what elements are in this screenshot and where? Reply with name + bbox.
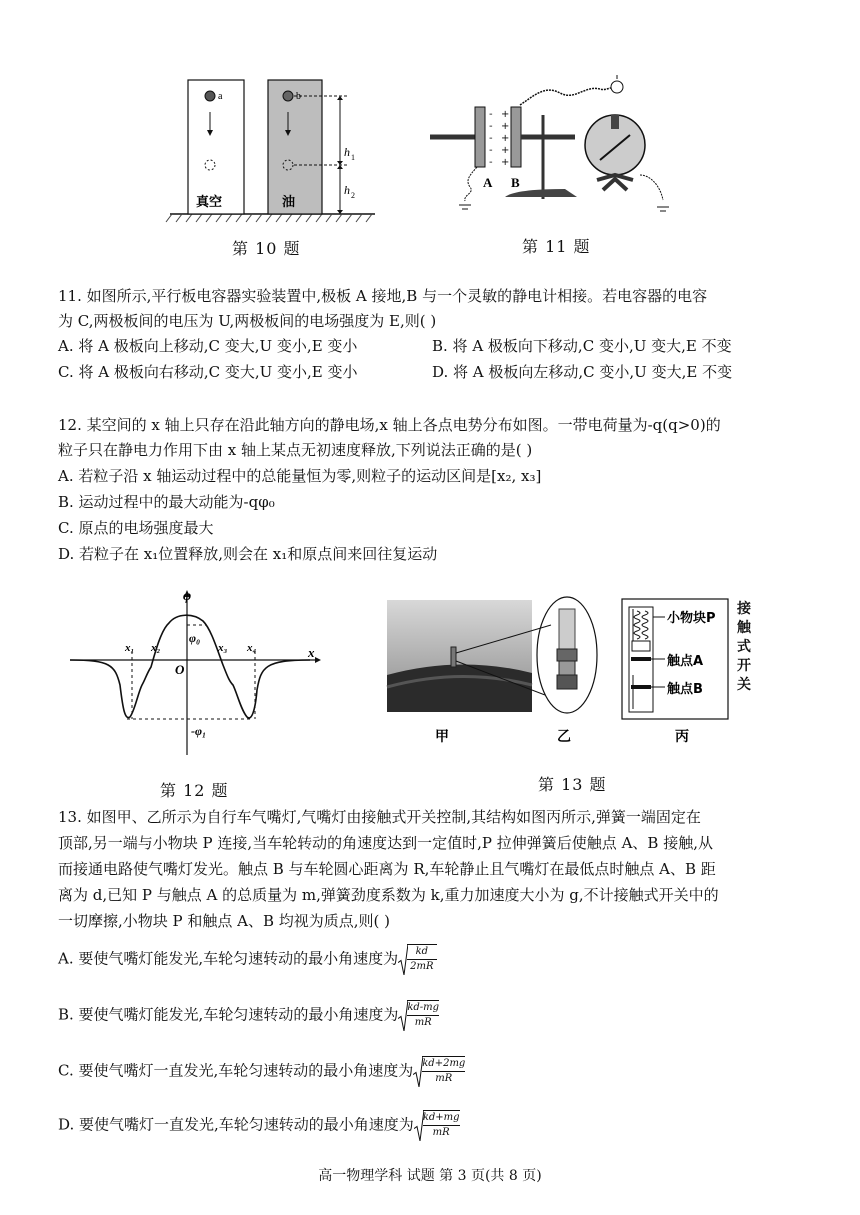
block-p-label: 小物块P bbox=[667, 611, 716, 626]
svg-text:+: + bbox=[501, 121, 510, 132]
svg-text:+: + bbox=[501, 145, 510, 156]
plate-b-label: B bbox=[511, 175, 520, 190]
q13-stem-line4: 离为 d,已知 P 与触点 A 的总质量为 m,弹簧劲度系数为 k,重力加速度大小为 g,不计接触式开关中的 bbox=[58, 886, 719, 904]
x4-label: x₄ bbox=[247, 642, 257, 654]
q13-c-denominator: mR bbox=[435, 1073, 453, 1084]
h1-subscript: 1 bbox=[351, 153, 355, 162]
q12-option-d: D. 若粒子在 x₁位置释放,则会在 x₁和原点间来回往复运动 bbox=[58, 545, 438, 563]
svg-text:-: - bbox=[489, 157, 493, 168]
q13-option-a bbox=[58, 944, 437, 975]
phi-axis-label: φ bbox=[183, 589, 192, 604]
svg-text:-: - bbox=[489, 145, 493, 156]
figure-11-caption: 第 11 题 bbox=[522, 237, 591, 256]
ball-a-label: a bbox=[218, 91, 223, 102]
svg-text:+: + bbox=[501, 157, 510, 168]
h1-label: h bbox=[344, 145, 350, 159]
svg-text:-: - bbox=[489, 109, 493, 120]
q13-option-d-text: D. 要使气嘴灯一直发光,车轮匀速转动的最小角速度为 bbox=[58, 1115, 414, 1134]
q13-stem-line5: 一切摩擦,小物块 P 和触点 A、B 均视为质点,则( ) bbox=[58, 912, 391, 930]
q12-option-b: B. 运动过程中的最大动能为-qφ₀ bbox=[58, 493, 275, 511]
page-footer: 高一物理学科 试题 第 3 页(共 8 页) bbox=[318, 1168, 542, 1184]
svg-text:+: + bbox=[501, 133, 510, 144]
x2-label: x₂ bbox=[151, 642, 161, 654]
figure-10-caption: 第 10 题 bbox=[232, 239, 301, 258]
q13-b-denominator: mR bbox=[414, 1017, 432, 1028]
q12-option-a: A. 若粒子沿 x 轴运动过程中的总能量恒为零,则粒子的运动区间是[x₂, x₃] bbox=[58, 467, 542, 485]
figure-11 bbox=[425, 75, 695, 225]
q13-b-numerator: kd-mg bbox=[407, 1002, 439, 1016]
label-bing: 丙 bbox=[675, 729, 689, 745]
oil-label: 油 bbox=[282, 195, 296, 210]
q13-option-a-text: A. 要使气嘴灯能发光,车轮匀速转动的最小角速度为 bbox=[58, 949, 399, 968]
svg-text:-: - bbox=[489, 121, 493, 132]
h2-label: h bbox=[344, 183, 350, 197]
label-yi: 乙 bbox=[557, 729, 571, 745]
q11-stem-line2: 为 C,两极板间的电压为 U,两极板间的电场强度为 E,则( ) bbox=[58, 312, 437, 330]
x-axis-label: x bbox=[308, 645, 315, 660]
q13-stem-line2: 顶部,另一端与小物块 P 连接,当车轮转动的角速度达到一定值时,P 拉伸弹簧后使触点 A、B 接触,从 bbox=[58, 834, 713, 852]
q11-option-a: A. 将 A 极板向上移动,C 变大,U 变小,E 变小 bbox=[58, 337, 358, 355]
q13-a-numerator: kd bbox=[407, 946, 436, 960]
q13-option-d bbox=[58, 1110, 460, 1141]
q13-d-denominator: mR bbox=[432, 1127, 450, 1138]
q12-stem-line2: 粒子只在静电力作用下由 x 轴上某点无初速度释放,下列说法正确的是( ) bbox=[58, 441, 533, 459]
switch-vertical-label: 接触式开关 bbox=[737, 601, 751, 693]
q13-stem-line3: 而接通电路使气嘴灯发光。触点 B 与车轮圆心距离为 R,车轮静止且气嘴灯在最低点时触点 A、B 距 bbox=[58, 860, 716, 878]
q13-stem-line1: 13. 如图甲、乙所示为自行车气嘴灯,气嘴灯由接触式开关控制,其结构如图丙所示,弹簧一端固定在 bbox=[58, 808, 701, 826]
sqrt-a bbox=[398, 944, 436, 975]
q11-stem-line1: 11. 如图所示,平行板电容器实验装置中,极板 A 接地,B 与一个灵敏的静电计相接。若电容器的电容 bbox=[58, 287, 708, 305]
q12-stem-line1: 12. 某空间的 x 轴上只存在沿此轴方向的静电场,x 轴上各点电势分布如图。一带电荷量为-q(q>0)的 bbox=[58, 416, 721, 434]
label-jia: 甲 bbox=[435, 729, 449, 745]
sqrt-b bbox=[398, 1000, 439, 1031]
q13-option-b bbox=[58, 1000, 439, 1031]
q13-c-numerator: kd+2mg bbox=[422, 1058, 465, 1072]
figure-13-caption: 第 13 题 bbox=[538, 775, 607, 794]
x3-label: x₃ bbox=[218, 642, 228, 654]
figure-13 bbox=[385, 595, 770, 765]
origin-label: O bbox=[175, 662, 185, 677]
sqrt-c bbox=[413, 1056, 465, 1087]
q11-option-d: D. 将 A 极板向左移动,C 变小,U 变大,E 不变 bbox=[432, 363, 733, 381]
q13-option-b-text: B. 要使气嘴灯能发光,车轮匀速转动的最小角速度为 bbox=[58, 1005, 399, 1024]
figure-12 bbox=[65, 585, 325, 765]
ball-b-label: b bbox=[296, 91, 301, 102]
svg-text:+: + bbox=[501, 109, 510, 120]
figure-12-caption: 第 12 题 bbox=[160, 781, 229, 800]
q13-option-c-text: C. 要使气嘴灯一直发光,车轮匀速转动的最小角速度为 bbox=[58, 1061, 414, 1080]
x1-label: x₁ bbox=[125, 642, 135, 654]
h2-subscript: 2 bbox=[351, 191, 355, 200]
figure-10 bbox=[160, 72, 380, 232]
contact-b-label: 触点B bbox=[667, 682, 703, 697]
contact-a-label: 触点A bbox=[667, 654, 704, 669]
vacuum-label: 真空 bbox=[196, 195, 223, 210]
q11-option-b: B. 将 A 极板向下移动,C 变小,U 变大,E 不变 bbox=[432, 337, 732, 355]
plate-a-label: A bbox=[483, 175, 493, 190]
q13-option-c bbox=[58, 1056, 465, 1087]
q13-d-numerator: kd+mg bbox=[423, 1112, 460, 1126]
neg-phi1-label: -φ₁ bbox=[191, 724, 207, 738]
sqrt-d bbox=[414, 1110, 460, 1141]
svg-text:-: - bbox=[489, 133, 493, 144]
q11-option-c: C. 将 A 极板向右移动,C 变大,U 变小,E 变小 bbox=[58, 363, 358, 381]
phi0-label: φ₀ bbox=[189, 631, 201, 645]
q13-a-denominator: 2mR bbox=[410, 961, 434, 972]
q12-option-c: C. 原点的电场强度最大 bbox=[58, 519, 214, 537]
